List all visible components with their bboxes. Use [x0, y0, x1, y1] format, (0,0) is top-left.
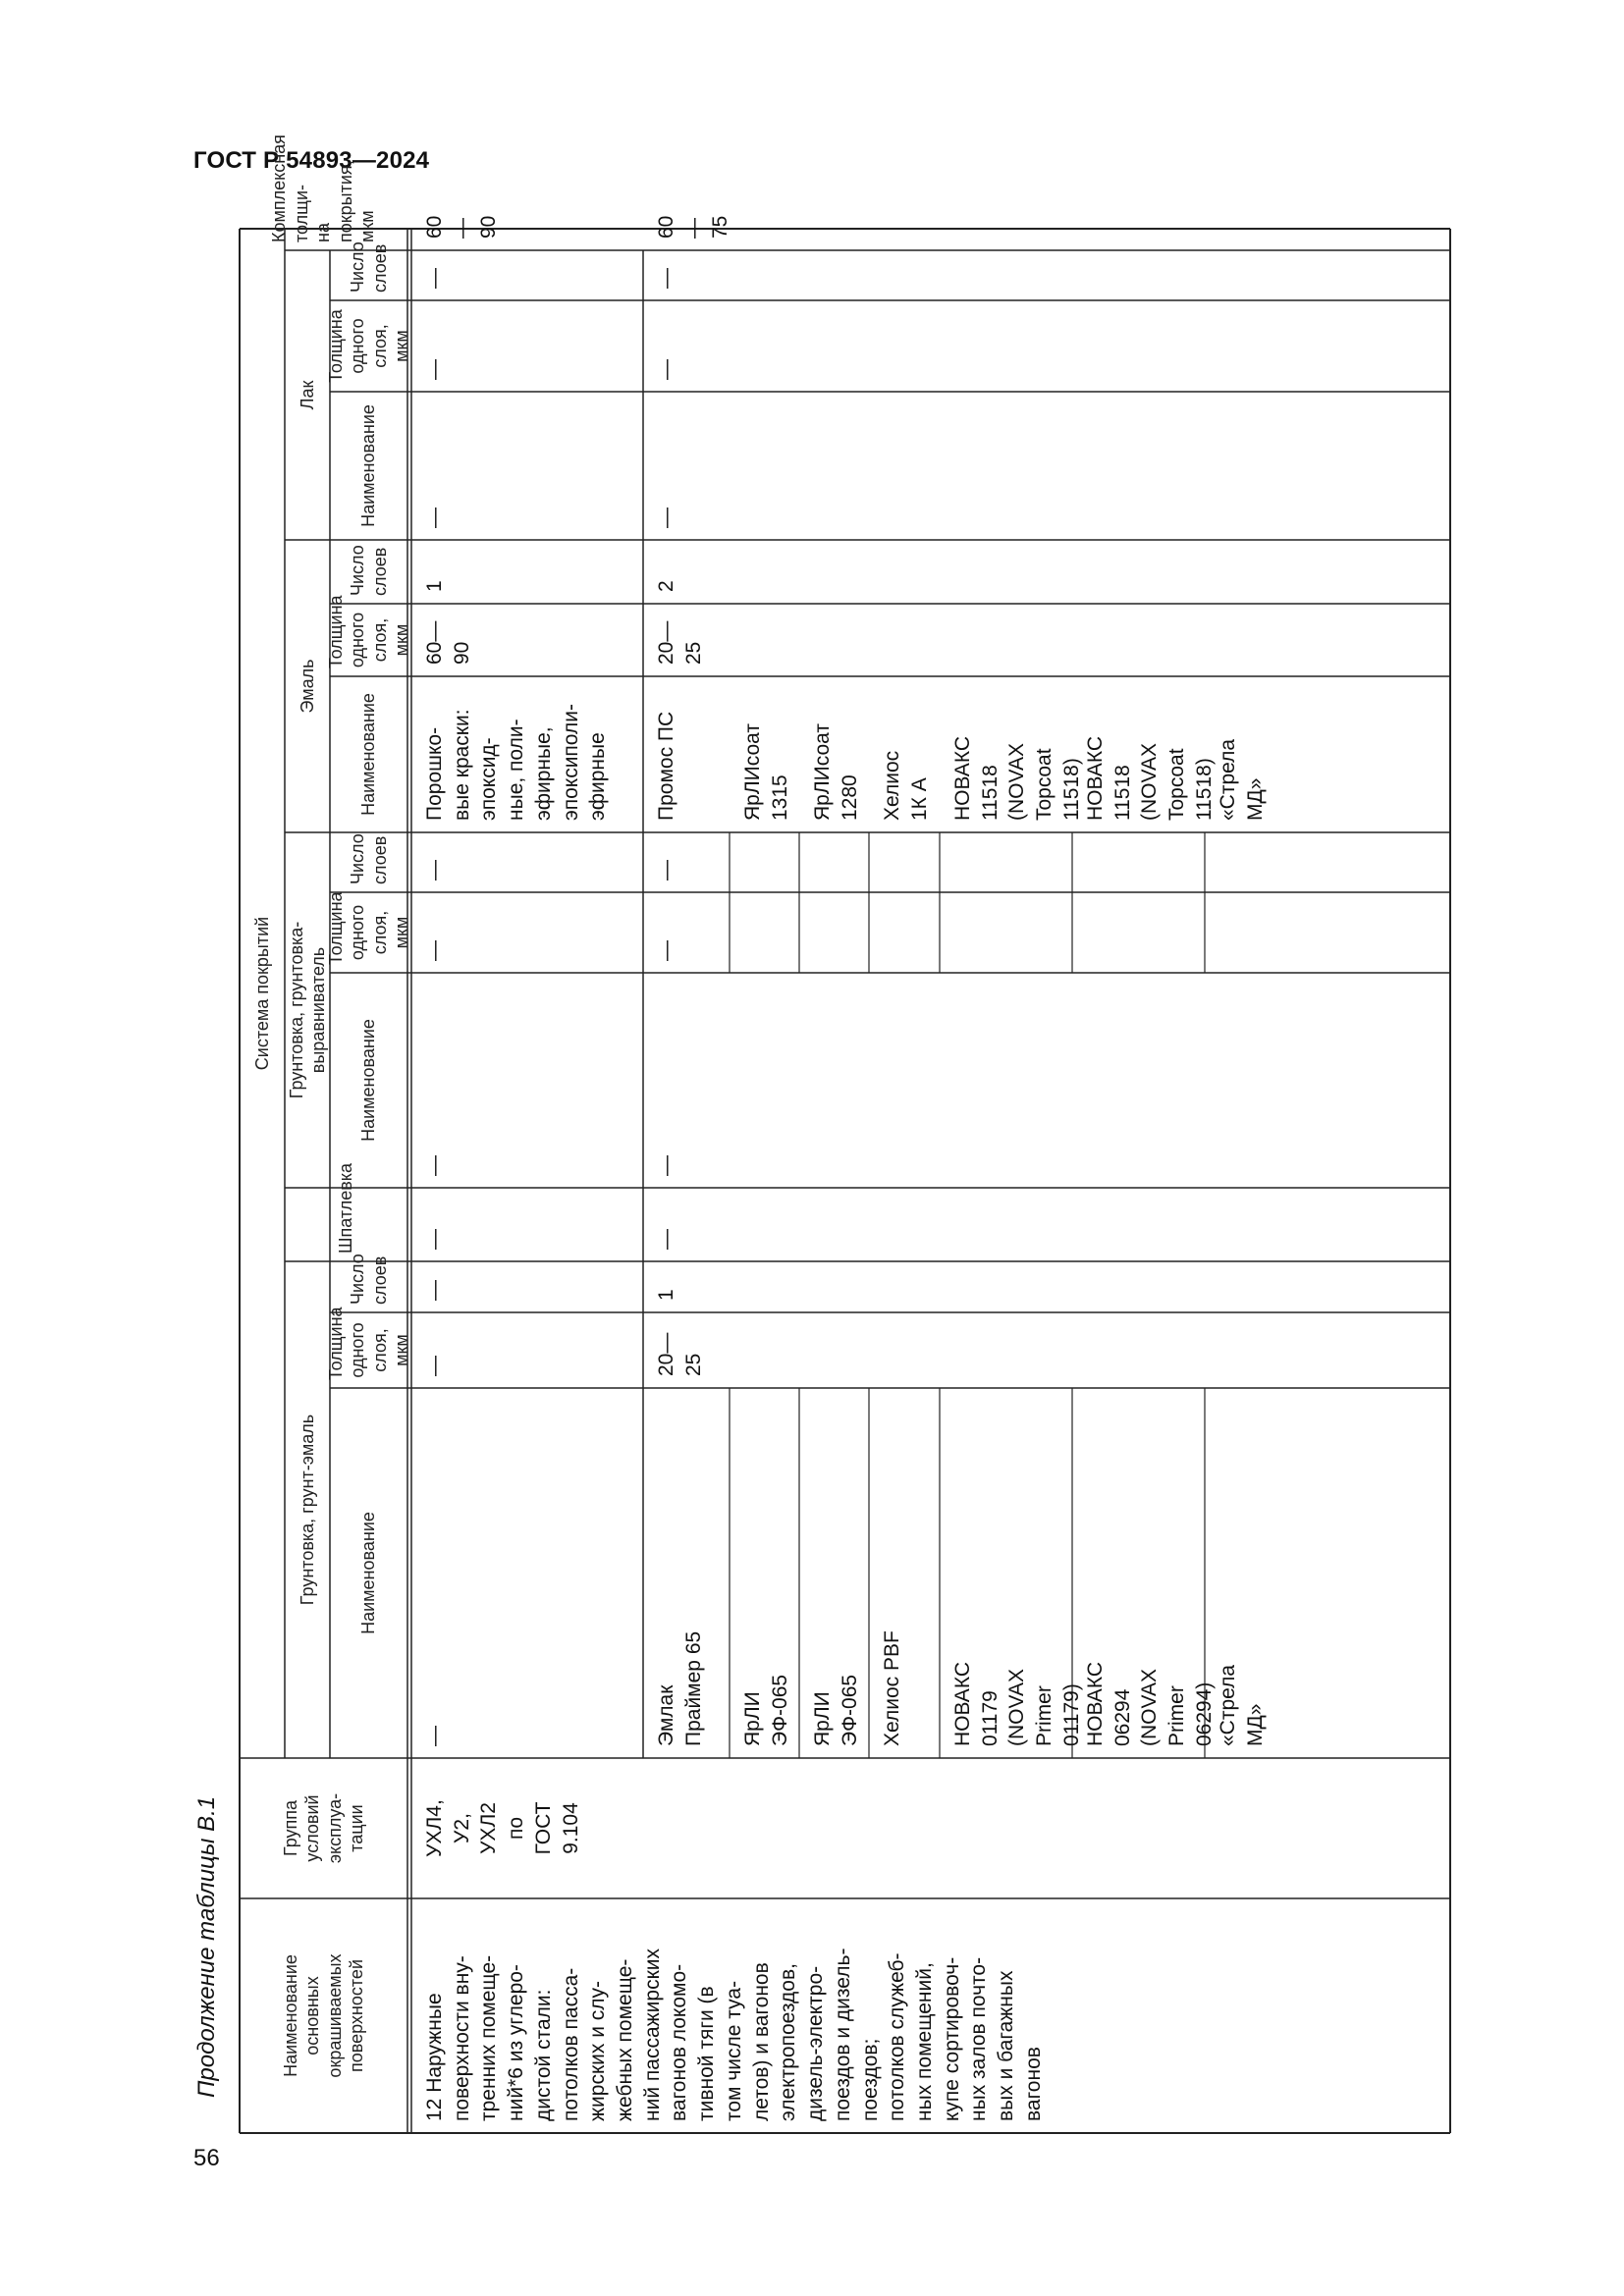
b2-enamel-name-3	[799, 676, 869, 832]
b2-lacquer-name-text: —	[655, 507, 677, 528]
b1-leveler-name-text: —	[423, 1155, 446, 1176]
b2-enamel-name-7-text: «Стрела МД»	[1217, 738, 1267, 821]
header-group	[240, 1758, 407, 1898]
b1-primer-name	[411, 1388, 643, 1758]
header-leveler-name	[330, 973, 407, 1188]
b2-lacquer-layers	[643, 250, 1450, 300]
cell-group-text: УХЛ4, У2, УХЛ2 по ГОСТ 9.104	[423, 1799, 582, 1857]
b2-primer-name-1	[643, 1388, 730, 1758]
b2-primer-name-5-text: НОВАКС 01179 (NOVAX Primer 01179)	[951, 1662, 1083, 1746]
header-complex-text: Комплексная толщи- на покрытия, мкм	[269, 134, 378, 242]
b2-primer-name-1-text: Эмлак Праймер 65	[655, 1630, 705, 1746]
b1-leveler-layers-text: —	[423, 860, 446, 881]
cell-group	[411, 1758, 643, 1898]
b1-leveler-layers	[411, 832, 643, 892]
b2-leveler-name-text: —	[655, 1155, 677, 1176]
b2-lacquer-layers-text: —	[655, 268, 677, 289]
header-lacquer-thickness	[325, 300, 411, 392]
b2-enamel-name-6-text: НОВАКС 11518 (NOVAX Topcoat 11518)	[1084, 736, 1216, 821]
header-leveler-thickness-text: Толщина одного слоя, мкм	[325, 891, 411, 965]
b2-enamel-name-1	[643, 676, 730, 832]
b2-lacquer-name	[643, 392, 1450, 540]
b1-enamel-layers-text: 1	[423, 580, 446, 592]
b2-enamel-name-2	[730, 676, 799, 832]
b2-primer-name-7-text: «Стрела МД»	[1217, 1664, 1267, 1746]
b2-primer-name-7	[1205, 1388, 1450, 1758]
b1-primer-name-text: —	[423, 1726, 446, 1746]
header-enamel-name	[330, 676, 407, 832]
b1-leveler-name	[411, 973, 643, 1188]
b2-primer-thickness	[643, 1312, 1450, 1388]
b2-primer-name-2-text: ЯрЛИ ЭФ-065	[741, 1674, 791, 1746]
header-lacquer-layers	[330, 241, 407, 300]
b2-putty	[643, 1188, 1450, 1261]
header-enamel-thickness-text: Толщина одного слоя, мкм	[325, 595, 411, 668]
page-number: 56	[193, 2145, 220, 2171]
b1-enamel-thickness-text: 60—90	[423, 620, 473, 665]
b2-enamel-thickness-text: 20—25	[655, 620, 705, 665]
header-leveler-layers-text: Число слоев	[348, 833, 390, 884]
header-lacquer-text: Лак	[297, 380, 317, 410]
header-primer-leveler	[285, 832, 330, 1188]
b1-leveler-thickness-text: —	[423, 940, 446, 961]
b2-lacquer-thickness-text: —	[655, 359, 677, 380]
b1-enamel-layers	[411, 540, 643, 604]
b1-primer-thickness	[411, 1312, 643, 1388]
b2-leveler-thickness	[643, 892, 1450, 973]
header-lacquer-name	[330, 392, 407, 540]
header-primer-name-text: Наименование	[358, 1512, 379, 1634]
header-lacquer-layers-text: Число слоев	[348, 241, 390, 293]
header-group-text: Группа условий эксплуа- тации	[280, 1792, 366, 1864]
b1-enamel-name-text: Порошко- вые краски: эпоксид- ные, поли- эфирные, эпоксиполи- эфирные	[423, 704, 610, 821]
header-putty	[285, 1162, 407, 1261]
header-primer-enamel-text: Грунтовка, грунт-эмаль	[297, 1414, 317, 1606]
b1-enamel-thickness	[411, 604, 643, 676]
b1-putty	[411, 1188, 643, 1261]
header-leveler-layers	[330, 832, 407, 892]
b1-leveler-thickness	[411, 892, 643, 973]
b2-primer-layers	[643, 1261, 1450, 1312]
b2-primer-name-2	[730, 1388, 799, 1758]
b1-lacquer-layers-text: —	[423, 268, 446, 289]
b1-putty-text: —	[423, 1229, 446, 1250]
b2-primer-name-3-text: ЯрЛИ ЭФ-065	[811, 1674, 861, 1746]
header-leveler-thickness	[325, 891, 411, 973]
b1-lacquer-layers	[411, 250, 643, 300]
header-primer-name	[330, 1388, 407, 1758]
b2-enamel-layers-text: 2	[655, 580, 677, 592]
b2-enamel-name-6	[1072, 676, 1216, 832]
document-header: ГОСТ Р 54893—2024	[193, 147, 430, 174]
b2-primer-layers-text: 1	[655, 1289, 677, 1301]
header-enamel-name-text: Наименование	[358, 693, 379, 816]
b2-leveler-layers-text: —	[655, 860, 677, 881]
b2-enamel-name-2-text: ЯрЛИсоат 1315	[741, 723, 791, 821]
header-surfaces-text: Наименование основных окрашиваемых поверхностей	[280, 1953, 366, 2078]
b1-primer-thickness-text: —	[423, 1356, 446, 1376]
b2-leveler-layers	[643, 832, 1450, 892]
b1-lacquer-name	[411, 392, 643, 540]
header-system	[240, 229, 285, 1758]
b2-primer-name-4-text: Хелиос PBF	[881, 1630, 903, 1746]
header-lacquer-name-text: Наименование	[358, 404, 379, 527]
b2-leveler-thickness-text: —	[655, 940, 677, 961]
b2-enamel-name-7	[1205, 676, 1450, 832]
b2-enamel-name-4-text: Хелиос 1К А	[881, 750, 931, 821]
b2-primer-name-6-text: НОВАКС 06294 (NOVAX Primer 06294)	[1084, 1662, 1216, 1746]
header-leveler-name-text: Наименование	[358, 1019, 379, 1142]
b2-leveler-name	[643, 973, 1450, 1188]
header-primer-leveler-text: Грунтовка, грунтовка- выравниватель	[286, 921, 328, 1099]
header-enamel-layers-text: Число слоев	[348, 545, 390, 596]
b2-primer-thickness-text: 20—25	[655, 1332, 705, 1376]
header-surfaces	[240, 1898, 407, 2133]
header-primer-layers	[330, 1254, 407, 1312]
header-primer-layers-text: Число слоев	[348, 1254, 390, 1305]
header-enamel-thickness	[325, 595, 411, 676]
header-system-text: Система покрытий	[251, 916, 272, 1071]
b2-enamel-name-1-text: Промос ПС	[655, 711, 677, 821]
header-lacquer	[285, 250, 330, 540]
b2-enamel-name-3-text: ЯрЛИсоат 1280	[811, 723, 861, 821]
cell-surface	[411, 1898, 1450, 2133]
b1-complex: 60—90	[423, 215, 501, 239]
b1-primer-layers-text: —	[423, 1280, 446, 1301]
b2-primer-name-3	[799, 1388, 869, 1758]
b2-primer-name-4	[869, 1388, 940, 1758]
b2-enamel-thickness	[643, 604, 1450, 676]
b1-primer-layers	[411, 1261, 643, 1312]
b2-enamel-name-4	[869, 676, 940, 832]
b2-enamel-name-5	[940, 676, 1083, 832]
b1-enamel-name	[411, 676, 643, 832]
cell-surface-text: 12 Наружные поверхности вну- тренних помеще- ний*6 из углеро- дистой стали: потолков пасса- жирских и слу- жебных помеще- ний пассажирских вагонов локомо- тивной тяги (в том числе туа- летов) и вагонов электропоездов, дизель-электро- поездов и дизель- поездов; потолков служеб- ных помещений, купе сортировоч- ных залов почто- вых и багажных вагонов	[423, 1948, 1045, 2121]
b1-lacquer-name-text: —	[423, 507, 446, 528]
b2-putty-text: —	[655, 1229, 677, 1250]
header-primer-thickness-text: Толщина одного слоя, мкм	[325, 1307, 411, 1380]
table-caption: Продолжение таблицы В.1	[193, 1795, 220, 2098]
b2-primer-name-5	[940, 1388, 1083, 1758]
b1-lacquer-thickness-text: —	[423, 359, 446, 380]
b2-lacquer-thickness	[643, 300, 1450, 392]
header-lacquer-thickness-text: Толщина одного слоя, мкм	[325, 309, 411, 383]
header-putty-text: Шпатлевка	[336, 1162, 356, 1254]
b1-lacquer-thickness	[411, 300, 643, 392]
b2-primer-name-6	[1072, 1388, 1216, 1758]
b2-enamel-name-5-text: НОВАКС 11518 (NOVAX Topcoat 11518)	[951, 736, 1083, 821]
header-primer-thickness	[325, 1307, 411, 1388]
header-enamel-text: Эмаль	[297, 659, 317, 714]
header-primer-enamel	[285, 1261, 330, 1758]
b2-enamel-layers	[643, 540, 1450, 604]
b2-complex: 60—75	[655, 215, 732, 239]
header-enamel	[285, 540, 330, 832]
